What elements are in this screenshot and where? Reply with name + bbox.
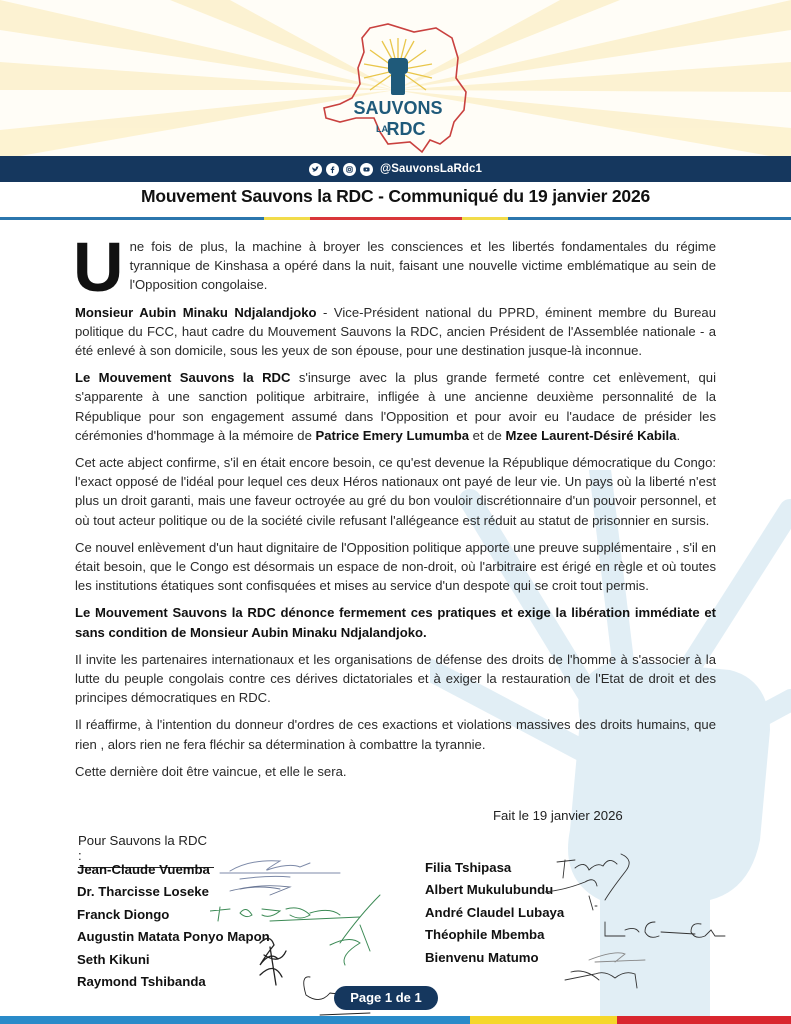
flag-divider [0,217,791,220]
signer-name: Bienvenu Matumo [425,949,539,965]
for-label: Pour Sauvons la RDC : [78,833,214,868]
communique-body [73,228,716,789]
logo-line2: RDC [386,119,426,139]
logo-line2-small: LA [376,124,388,134]
signer-name: Franck Diongo [77,906,170,922]
social-handle[interactable]: @SauvonsLaRdc1 [379,163,483,175]
paragraph-intro: Une fois de plus, la machine à broyer les consciences et les libertés fondamentales du régime tyrannique de Kinshasa a opéré dans la nuit, faisant une nouvelle victime emblématique au sein de l'Opposition congolaise. [73,228,716,306]
paragraph-abject-act: Cet acte abject confirme, s'il en était encore besoin, ce qu'est devenue la République démocratique du Congo: l'exact opposé de l'idéal pour lequel ces deux Héros nationaux ont payé de leur vie. Un pays où la liberté n'est plus un droit garanti, mais une faveur octroyée au gré du bon vouloir discrétionnaire d'un pouvoir personnel, et où tout acteur politique ou de la société civile refusant l'allégeance est réduit au statut de prisonnier en sursis. [75,455,716,528]
signer-name: Raymond Tshibanda [77,973,206,989]
drop-cap: U [73,228,124,306]
letterhead [0,0,791,156]
signer-name: André Claudel Lubaya [425,904,565,920]
signer-name: Dr. Tharcisse Loseke [77,884,209,900]
logo-line1: SAUVONS [353,98,443,118]
social-bar [0,156,791,182]
raised-fist-icon [388,58,408,95]
signers-right-column [425,857,564,969]
twitter-icon[interactable] [309,163,322,176]
document-title: Mouvement Sauvons la RDC - Communiqué du 19 janvier 2026 [140,186,651,206]
youtube-icon[interactable] [360,163,373,176]
signer-name: Théophile Mbemba [425,927,545,943]
paragraph-demand: Le Mouvement Sauvons la RDC dénonce fermement ces pratiques et exige la libération immédiate et sans condition de Monsieur Aubin Minaku Ndjalandjoko. [75,605,716,640]
signer-name: Seth Kikuni [77,951,150,967]
paragraph-new-abduction: Ce nouvel enlèvement d'un haut dignitaire de l'Opposition politique apporte une preuve supplémentaire , s'il en était besoin, que le Congo est désormais un espace de non-droit, où l'arbitraire est érigé en règle et où toutes les institutions étatiques sont confisquées et mises au service d'un despote qui se croit tout permis. [75,539,716,594]
paragraph-protest: Le Mouvement Sauvons la RDC s'insurge avec la plus grande fermeté contre cet enlèvement, qui s'apparente à une sanction politique arbitraire, infligée à une ancienne deuxième personnalité de la République pour son engagement assumé dans l'Opposition et pour avoir eu l'audace de présider les cérémonies d'hommage à la mémoire de Patrice Emery Lumumba et de Mzee Laurent-Désiré Kabila. [75,370,716,443]
signer-name: Augustin Matata Ponyo Mapon [77,929,270,945]
signer-name: Jean-Claude Vuemba [77,862,210,877]
facebook-icon[interactable] [326,163,339,176]
paragraph-invite: Il invite les partenaires internationaux et les organisations de défense des droits de l'homme à s'associer à la lutte du peuple congolais contre ces dérives dictatoriales et à exiger la restauration de l'Etat de droit et des principes démocratiques en RDC. [75,651,716,706]
paragraph-reaffirm: Il réaffirme, à l'intention du donneur d'ordres de ces exactions et violations massives des droits humains, que rien , alors rien ne fera fléchir sa détermination à combattre la tyrannie. [75,717,716,752]
signer-name: Filia Tshipasa [425,860,512,875]
paragraph-conclusion: Cette dernière doit être vaincue, et elle le sera. [75,763,347,779]
signer-name: Albert Mukulubundu [425,882,554,898]
sauvons-la-rdc-logo [318,18,478,154]
date-line: Fait le 19 janvier 2026 [493,808,623,823]
flag-stripe-footer [0,1016,791,1024]
page-number-badge: Page 1 de 1 [334,986,438,1010]
signers-left-column [77,859,270,993]
instagram-icon[interactable] [343,163,356,176]
paragraph-victim: Monsieur Aubin Minaku Ndjalandjoko - Vice-Président national du PPRD, éminent membre du Bureau politique du FCC, haut cadre du Mouvement Sauvons la RDC, ancien Président de l'Assemblée nationale - a été enlevé à son domicile, sous les yeux de son épouse, pour une destination jusque-là inconnue. [75,304,716,359]
